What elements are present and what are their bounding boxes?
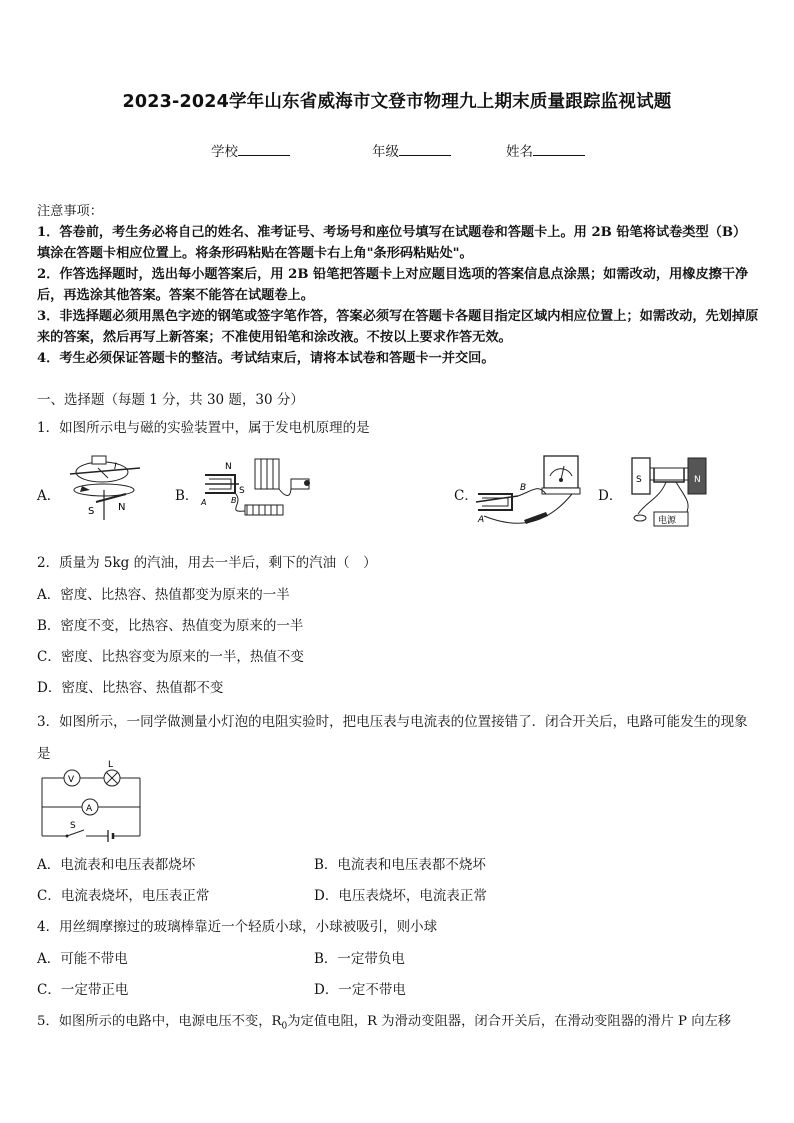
figure-q3-circuit [36,760,146,842]
fig-b-label-n: N [225,462,232,472]
school-blank[interactable] [238,141,290,156]
q3-label-l: L [108,760,114,770]
fig-c-label-a: A [478,515,485,525]
name-label: 姓名 [506,144,533,160]
q2-stem: 2．质量为 5kg 的汽油，用去一半后，剩下的汽油（ ） [37,555,377,571]
notice-heading: 注意事项： [37,204,103,219]
fig-a-label-n: N [118,502,126,513]
fig-a-label-s: S [88,506,95,517]
q1-option-c[interactable]: C． [454,488,478,504]
figure-c-galvanometer [474,450,584,532]
q3-label-a: A [86,804,93,814]
fig-d-label-s: S [636,475,642,485]
figure-b-motor [195,453,325,525]
fig-d-label-power: 电源 [658,516,677,526]
fig-b-label-s: S [239,486,245,496]
grade-field [372,140,451,160]
name-field [506,140,585,160]
fig-a-label-i: I [114,462,117,472]
fig-b-label-b: B [231,496,237,505]
page-title: 2023-2024学年山东省威海市文登市物理九上期末质量跟踪监视试题 [122,92,672,112]
q3-option-a[interactable]: A．电流表和电压表都烧坏 [37,857,196,873]
fig-b-label-a: A [201,498,207,507]
q3-label-v: V [68,775,75,785]
q2-option-d[interactable]: D．密度、比热容、热值都不变 [37,680,224,696]
section-heading: 一、选择题（每题 1 分，共 30 题，30 分） [37,392,304,408]
q1-option-b[interactable]: B． [175,488,199,504]
q1-stem: 1．如图所示电与磁的实验装置中，属于发电机原理的是 [37,420,370,436]
notice-item-4: 4．考生必须保证答题卡的整洁。考试结束后，请将本试卷和答题卡一并交回。 [37,351,495,366]
figure-d-motor-power [626,452,712,532]
q1-option-d[interactable]: D． [598,488,623,504]
fig-c-label-b: B [520,483,527,493]
notice-item-3: 3．非选择题必须用黑色字迹的钢笔或签字笔作答，答案必须写在答题卡各题目指定区域内相应位置上；如需改动，先划掉原来的答案，然后再写上新答案；不准使用铅笔和涂改液。不按以上要求作答无效。 [37,309,759,345]
grade-blank[interactable] [399,141,451,156]
q3-stem: 3．如图所示，一同学做测量小灯泡的电阻实验时，把电压表与电流表的位置接错了．闭合开关后，电路可能发生的现象是 [37,714,748,762]
q1-option-a[interactable]: A． [37,488,61,504]
figure-a-oersted [62,450,152,525]
q4-option-a[interactable]: A．可能不带电 [37,951,128,967]
q5-stem-subscript: 0 [281,1021,288,1032]
q3-option-c[interactable]: C．电流表烧坏，电压表正常 [37,888,210,904]
q2-option-a[interactable]: A．密度、比热容、热值都变为原来的一半 [37,587,290,603]
q2-option-b[interactable]: B．密度不变，比热容、热值变为原来的一半 [37,618,304,634]
fig-d-label-n: N [694,475,701,485]
name-blank[interactable] [533,141,585,156]
q3-label-s: S [70,821,76,831]
q4-option-c[interactable]: C．一定带正电 [37,982,129,998]
q5-stem-part-1: 5．如图所示的电路中，电源电压不变，R [37,1014,282,1029]
q3-option-b[interactable]: B．电流表和电压表都不烧坏 [314,857,486,873]
notice-item-1: 1．答卷前，考生务必将自己的姓名、准考证号、考场号和座位号填写在试题卷和答题卡上。用 2B 铅笔将试卷类型（B）填涂在答题卡相应位置上。将条形码粘贴在答题卡右上角"条形码粘贴处"。 [37,225,747,261]
q4-stem: 4．用丝绸摩擦过的玻璃棒靠近一个轻质小球，小球被吸引，则小球 [37,919,438,935]
school-label: 学校 [211,144,238,160]
q4-option-b[interactable]: B．一定带负电 [314,951,405,967]
q5-stem-part-2: 为定值电阻，R 为滑动变阻器，闭合开关后，在滑动变阻器的滑片 P 向左移 [287,1014,732,1029]
school-field [211,140,290,160]
grade-label: 年级 [372,144,399,160]
notice-item-2: 2．作答选择题时，选出每小题答案后，用 2B 铅笔把答题卡上对应题目选项的答案信息点涂黑；如需改动，用橡皮擦干净后，再选涂其他答案。答案不能答在试题卷上。 [37,267,749,303]
q3-option-d[interactable]: D．电压表烧坏，电流表正常 [314,888,487,904]
q4-option-d[interactable]: D．一定不带电 [314,982,406,998]
q2-option-c[interactable]: C．密度、比热容变为原来的一半，热值不变 [37,649,304,665]
q5-stem [37,1010,731,1032]
